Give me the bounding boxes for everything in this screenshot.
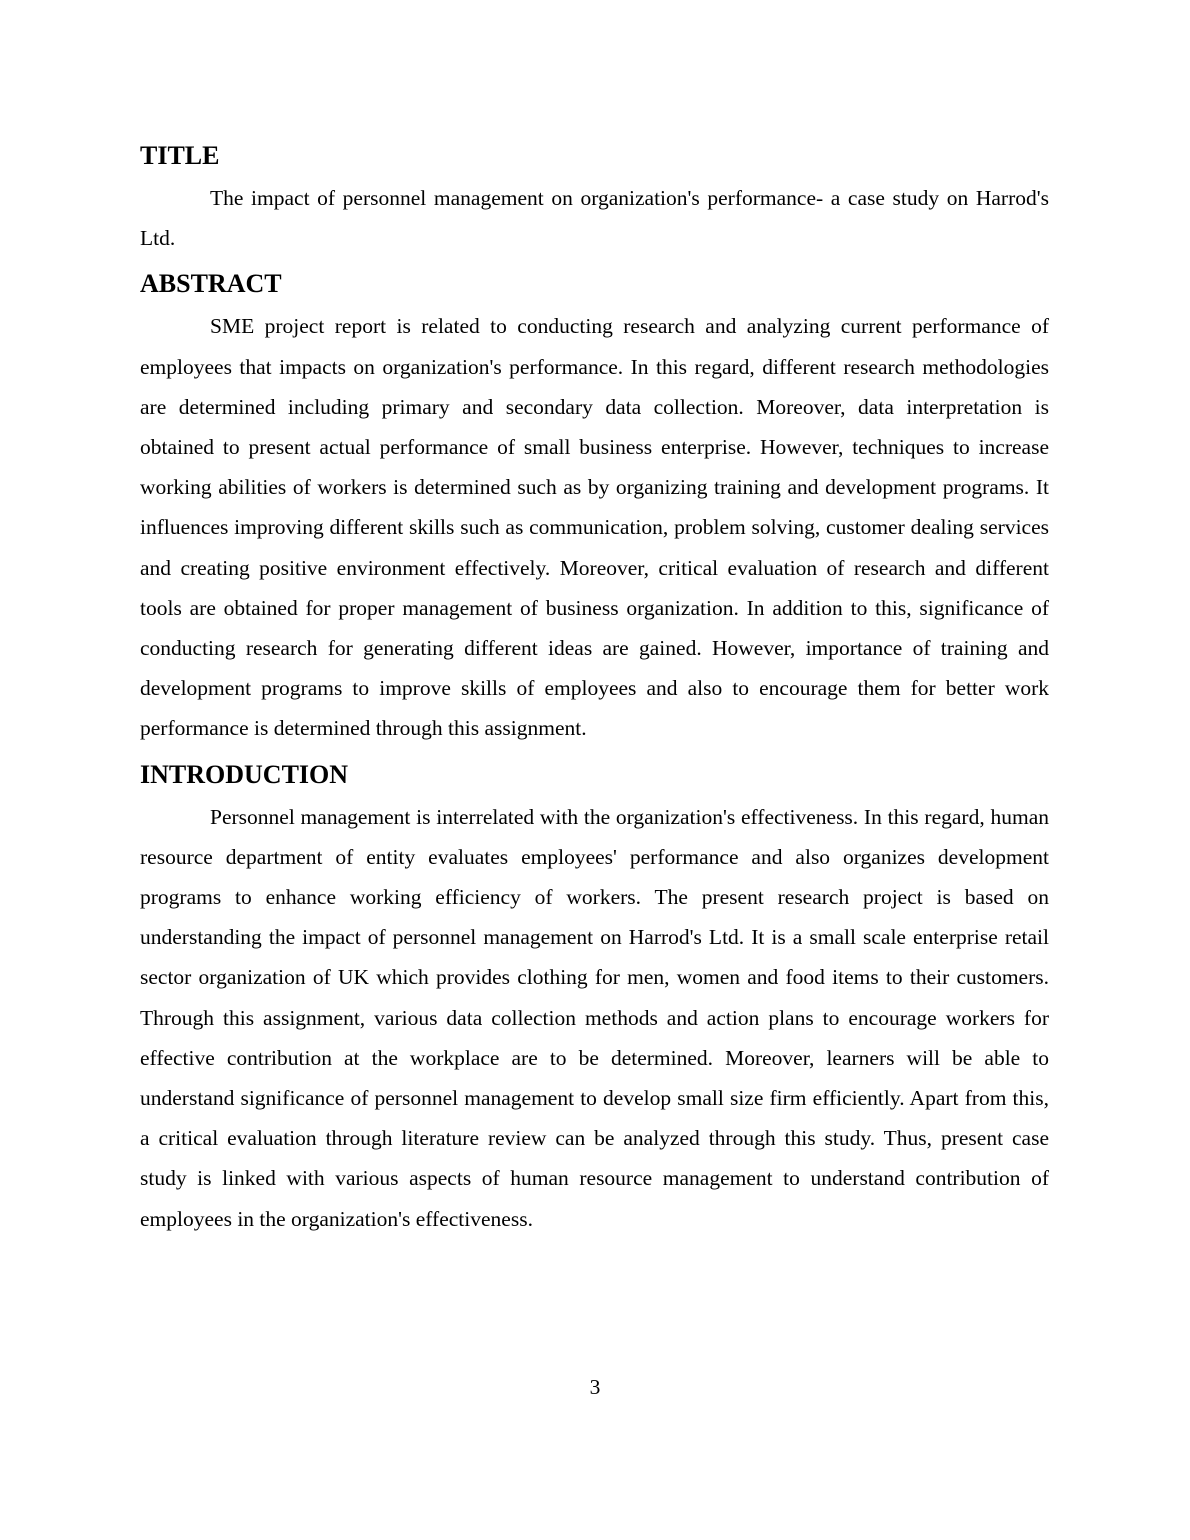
abstract-heading: ABSTRACT xyxy=(140,269,282,299)
introduction-section xyxy=(140,757,1049,1239)
introduction-heading: INTRODUCTION xyxy=(140,759,349,789)
page-number: 3 xyxy=(589,1375,601,1399)
title-text: The impact of personnel management on organization's performance- a case study on Harrod's Ltd. xyxy=(140,186,1049,251)
abstract-text: SME project report is related to conducting research and analyzing current performance of employees that impacts on organization's performance. In this regard, different research methodologies are determined including primary and secondary data collection. Moreover, data interpretation is obtained to present actual performance of small business enterprise. However, techniques to increase working abilities of workers is determined such as by organizing training and development programs. It influences improving different skills such as communication, problem solving, customer dealing services and creating positive environment effectively. Moreover, critical evaluation of research and different tools are obtained for proper management of business organization. In addition to this, significance of conducting research for generating different ideas are gained. However, importance of training and development programs to improve skills of employees and also to encourage them for better work performance is determined through this assignment. xyxy=(140,314,1049,741)
title-heading: TITLE xyxy=(140,141,220,170)
title-section xyxy=(140,138,1049,258)
introduction-text: Personnel management is interrelated with the organization's effectiveness. In this regard, human resource department of entity evaluates employees' performance and also organizes development programs to enhance working efficiency of workers. The present research project is based on understanding the impact of personnel management on Harrod's Ltd. It is a small scale enterprise retail sector organization of UK which provides clothing for men, women and food items to their customers. Through this assignment, various data collection methods and action plans to encourage workers for effective contribution at the workplace are to be determined. Moreover, learners will be able to understand significance of personnel management to develop small size firm efficiently. Apart from this, a critical evaluation through literature review can be analyzed through this study. Thus, present case study is linked with various aspects of human resource management to understand contribution of employees in the organization's effectiveness. xyxy=(140,804,1049,1231)
document-page xyxy=(140,138,1049,1239)
abstract-section xyxy=(140,266,1049,748)
